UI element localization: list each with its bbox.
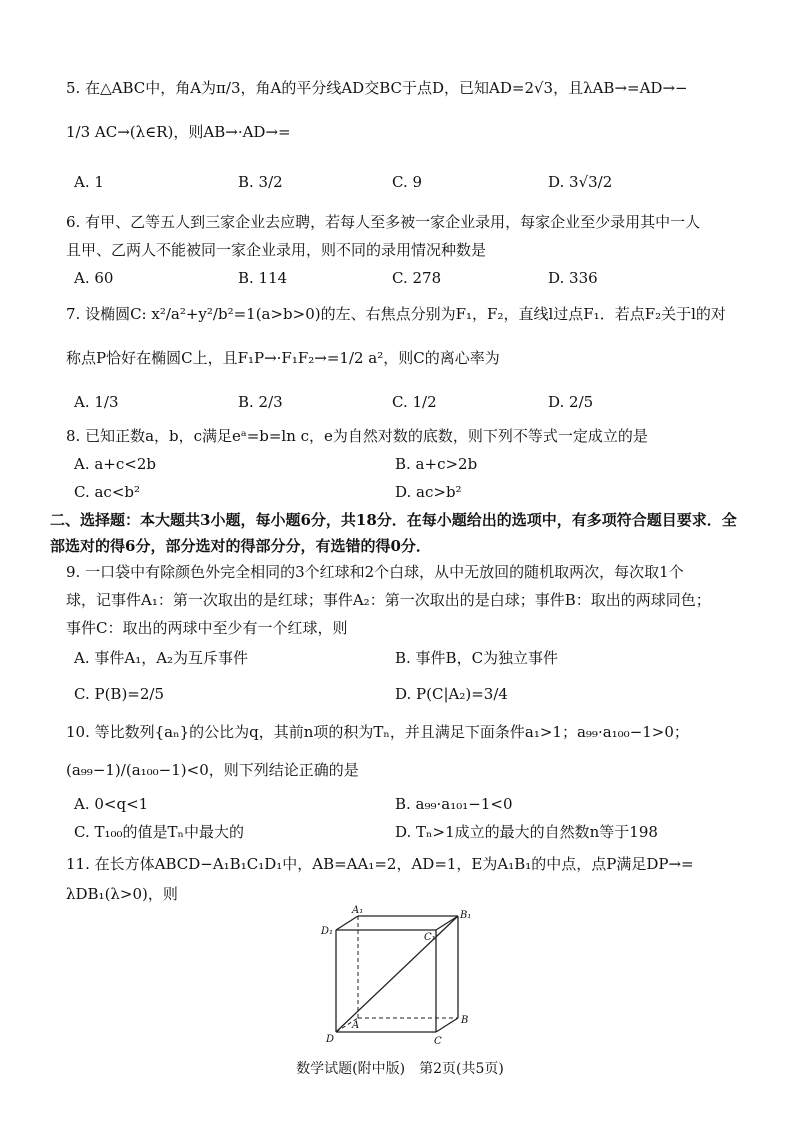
q6-option-b: B. 114 [238,269,288,287]
q10-stem-line1: 10. 等比数列{aₙ}的公比为q，其前n项的积为Tₙ，并且满足下面条件a₁>1；a₉₉·a₁₀₀−1>0； [66,723,689,741]
q8-option-c: C. ac<b² [74,483,141,501]
q10-option-d: D. Tₙ>1成立的最大的自然数n等于198 [395,823,658,841]
q5-option-a: A. 1 [74,173,104,191]
section2-heading-line1: 二、选择题：本大题共3小题，每小题6分，共18分．在每小题给出的选项中，有多项符合题目要求．全 [50,511,737,529]
q7-option-a: A. 1/3 [74,393,119,411]
cuboid-figure [318,905,472,1047]
q5-stem-line1: 5. 在△ABC中，角A为π/3，角A的平分线AD交BC于点D，已知AD=2√3，且λAB→=AD→− [66,79,688,97]
q6-option-d: D. 336 [548,269,598,287]
q9-option-a: A. 事件A₁，A₂为互斥事件 [74,649,249,667]
q9-stem-line3: 事件C：取出的两球中至少有一个红球，则 [66,619,348,637]
q6-option-c: C. 278 [392,269,442,287]
q9-option-d: D. P(C|A₂)=3/4 [395,685,508,703]
q5-option-d: D. 3√3/2 [548,173,613,191]
label-b1: B₁ [460,910,472,921]
q7-option-b: B. 2/3 [238,393,283,411]
q9-option-c: C. P(B)=2/5 [74,685,165,703]
section2-heading-line2: 部选对的得6分，部分选对的得部分分，有选错的得0分． [50,537,431,555]
edge-cb [436,1018,458,1032]
q10-option-a: A. 0<q<1 [74,795,149,813]
diagonal-db1 [336,916,458,1032]
edge-c1b1 [436,916,458,930]
q10-stem-line2: (a₉₉−1)/(a₁₀₀−1)<0，则下列结论正确的是 [66,761,359,779]
label-b: B [461,1015,469,1026]
q7-option-d: D. 2/5 [548,393,594,411]
label-c: C [434,1036,442,1047]
q5-option-c: C. 9 [392,173,423,191]
q7-option-c: C. 1/2 [392,393,437,411]
q8-option-d: D. ac>b² [395,483,462,501]
label-d: D [326,1034,335,1045]
q9-option-b: B. 事件B，C为独立事件 [395,649,559,667]
label-a: A [352,1020,360,1031]
q5-stem-line2: 1/3 AC→(λ∈R)，则AB→·AD→= [66,123,291,141]
q7-stem-line2: 称点P恰好在椭圆C上，且F₁P→·F₁F₂→=1/2 a²，则C的离心率为 [66,349,500,367]
q8-option-a: A. a+c<2b [74,455,156,473]
q11-stem-line1: 11. 在长方体ABCD−A₁B₁C₁D₁中，AB=AA₁=2，AD=1，E为A₁B₁的中点，点P满足DP→= [66,855,694,873]
q11-stem-line2: λDB₁(λ>0)，则 [66,885,178,903]
edge-d1a1 [336,916,358,930]
q6-stem-line1: 6. 有甲、乙等五人到三家企业去应聘，若每人至多被一家企业录用，每家企业至少录用其中一人 [66,213,701,231]
q8-option-b: B. a+c>2b [395,455,478,473]
label-d1: D₁ [321,926,334,937]
q10-option-c: C. T₁₀₀的值是Tₙ中最大的 [74,823,245,841]
q8-stem-line1: 8. 已知正数a，b，c满足eᵃ=b=ln c，e为自然对数的底数，则下列不等式一定成立的是 [66,427,648,445]
q10-option-b: B. a₉₉·a₁₀₁−1<0 [395,795,513,813]
q5-option-b: B. 3/2 [238,173,283,191]
q7-stem-line1: 7. 设椭圆C: x²/a²+y²/b²=1(a>b>0)的左、右焦点分别为F₁，F₂，直线l过点F₁．若点F₂关于l的对 [66,305,726,323]
label-c1: C₁ [424,932,436,943]
page-footer: 数学试题(附中版) 第2页(共5页) [296,1061,504,1077]
label-a1: A₁ [352,905,364,916]
q9-stem-line1: 9. 一口袋中有除颜色外完全相同的3个红球和2个白球，从中无放回的随机取两次，每次取1个 [66,563,684,581]
q6-stem-line2: 且甲、乙两人不能被同一家企业录用，则不同的录用情况种数是 [66,241,487,259]
q9-stem-line2: 球，记事件A₁：第一次取出的是红球；事件A₂：第一次取出的是白球；事件B：取出的两球同色； [66,591,711,609]
q6-option-a: A. 60 [74,269,114,287]
